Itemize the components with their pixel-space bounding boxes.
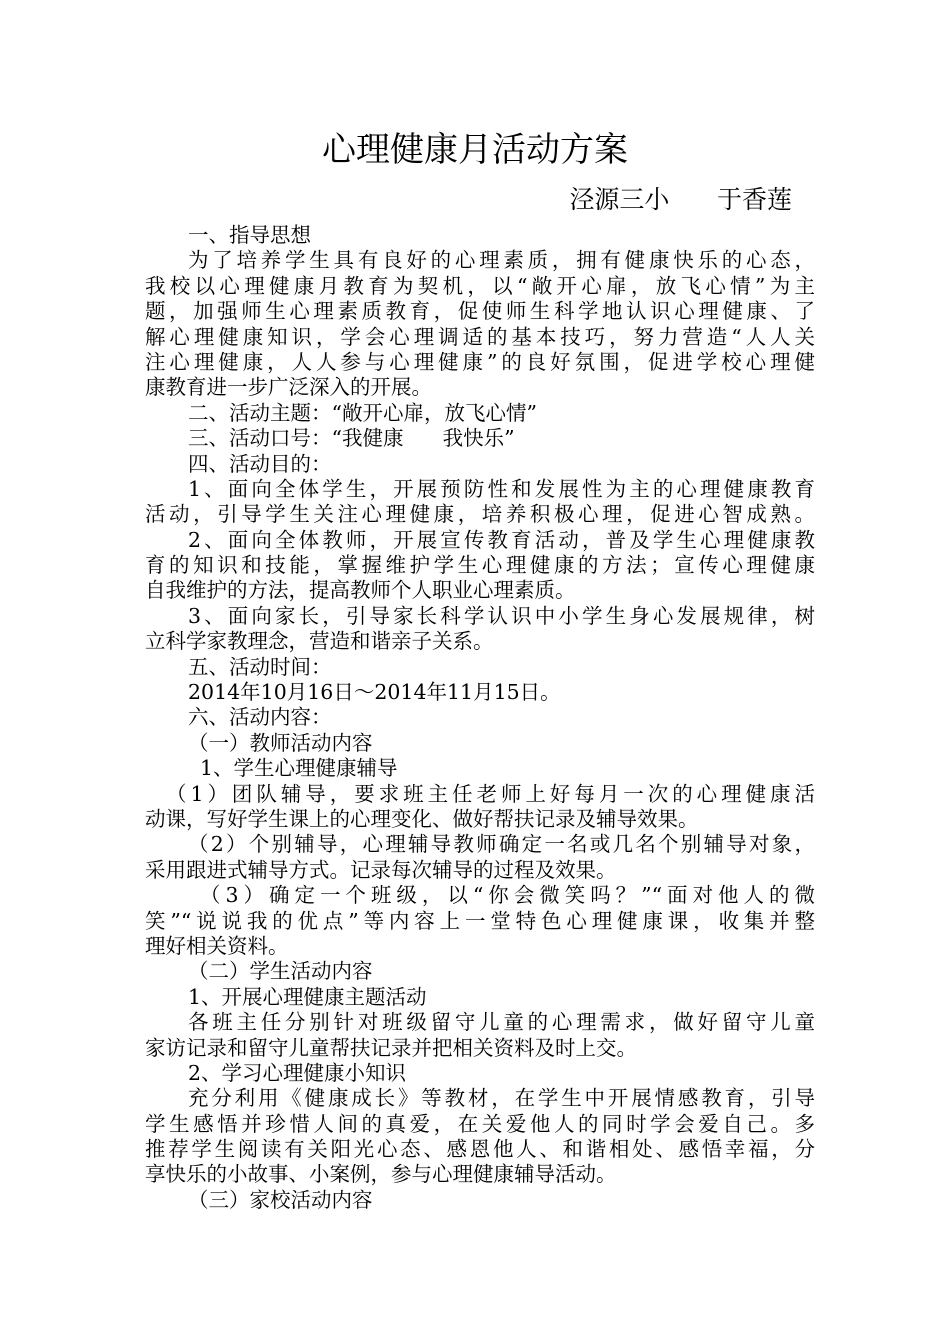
subsection-heading: （三）家校活动内容: [188, 1187, 373, 1212]
paragraph-line: 动课，写好学生课上的心理变化、做好帮扶记录及辅导效果。: [145, 806, 699, 831]
paragraph-line: （2）个别辅导，心理辅导教师确定一名或几名个别辅导对象，: [188, 832, 815, 857]
paragraph-line: 笑”“说说我的优点”等内容上一堂特色心理健康课，收集并整: [145, 908, 815, 933]
paragraph-line: 理好相关资料。: [145, 933, 289, 958]
paragraph-line: 1、面向全体学生，开展预防性和发展性为主的心理健康教育: [188, 476, 815, 501]
subsection-heading: 1、学生心理健康辅导: [200, 756, 398, 781]
paragraph-line: 各班主任分别针对班级留守儿童的心理需求，做好留守儿童: [188, 1010, 815, 1035]
paragraph-line: 题，加强师生心理素质教育，促使师生科学地认识心理健康、了: [145, 299, 815, 324]
section-heading: 二、活动主题：“敞开心扉，放飞心情”: [188, 400, 537, 425]
paragraph-line: （3）确定一个班级，以“你会微笑吗？”“面对他人的微: [200, 883, 815, 908]
section-heading: 六、活动内容：: [188, 705, 332, 730]
paragraph-line: 采用跟进式辅导方式。记录每次辅导的过程及效果。: [145, 857, 617, 882]
subsection-heading: （一）教师活动内容: [188, 730, 373, 755]
paragraph-line: 立科学家教理念，营造和谐亲子关系。: [145, 629, 494, 654]
section-heading: 五、活动时间：: [188, 654, 332, 679]
paragraph-line: 3、面向家长，引导家长科学认识中小学生身心发展规律，树: [188, 603, 815, 628]
document-body: [145, 223, 815, 1213]
paragraph-line: 推荐学生阅读有关阳光心态、感恩他人、和谐相处、感悟幸福，分: [145, 1137, 815, 1162]
section-heading: 四、活动目的：: [188, 451, 332, 476]
subsection-heading: （二）学生活动内容: [188, 959, 373, 984]
paragraph-line: 学生感悟并珍惜人间的真爱，在关爱他人的同时学会爱自己。多: [145, 1111, 815, 1136]
section-heading: 三、活动口号：“我健康 我快乐”: [188, 426, 515, 451]
paragraph-line: 注心理健康，人人参与心理健康”的良好氛围，促进学校心理健: [145, 349, 815, 374]
paragraph-line: 育的知识和技能，掌握维护学生心理健康的方法；宣传心理健康: [145, 553, 815, 578]
document-title: 心理健康月活动方案: [322, 130, 628, 170]
paragraph-line: 活动，引导学生关注心理健康，培养积极心理，促进心智成熟。: [145, 502, 815, 527]
paragraph-line: 享快乐的小故事、小案例，参与心理健康辅导活动。: [145, 1162, 617, 1187]
paragraph-line: 充分利用《健康成长》等教材，在学生中开展情感教育，引导: [188, 1086, 815, 1111]
subsection-heading: 1、开展心理健康主题活动: [188, 984, 427, 1009]
paragraph-line: 我校以心理健康月教育为契机，以“敞开心扉，放飞心情”为主: [145, 273, 815, 298]
document-author: 泾源三小 于香莲: [569, 185, 792, 214]
paragraph-line: 2、面向全体教师，开展宣传教育活动，普及学生心理健康教: [188, 527, 815, 552]
paragraph-line: 自我维护的方法，提高教师个人职业心理素质。: [145, 578, 576, 603]
paragraph-line: 2014年10月16日～2014年11月15日。: [188, 680, 561, 705]
paragraph-line: 康教育进一步广泛深入的开展。: [145, 375, 432, 400]
paragraph-line: （1）团队辅导，要求班主任老师上好每月一次的心理健康活: [166, 781, 815, 806]
section-heading: 一、指导思想: [188, 223, 311, 247]
paragraph-line: 解心理健康知识，学会心理调适的基本技巧，努力营造“人人关: [145, 324, 815, 349]
paragraph-line: 家访记录和留守儿童帮扶记录并把相关资料及时上交。: [145, 1035, 637, 1060]
paragraph-line: 为了培养学生具有良好的心理素质，拥有健康快乐的心态，: [188, 248, 815, 273]
subsection-heading: 2、学习心理健康小知识: [188, 1060, 407, 1085]
